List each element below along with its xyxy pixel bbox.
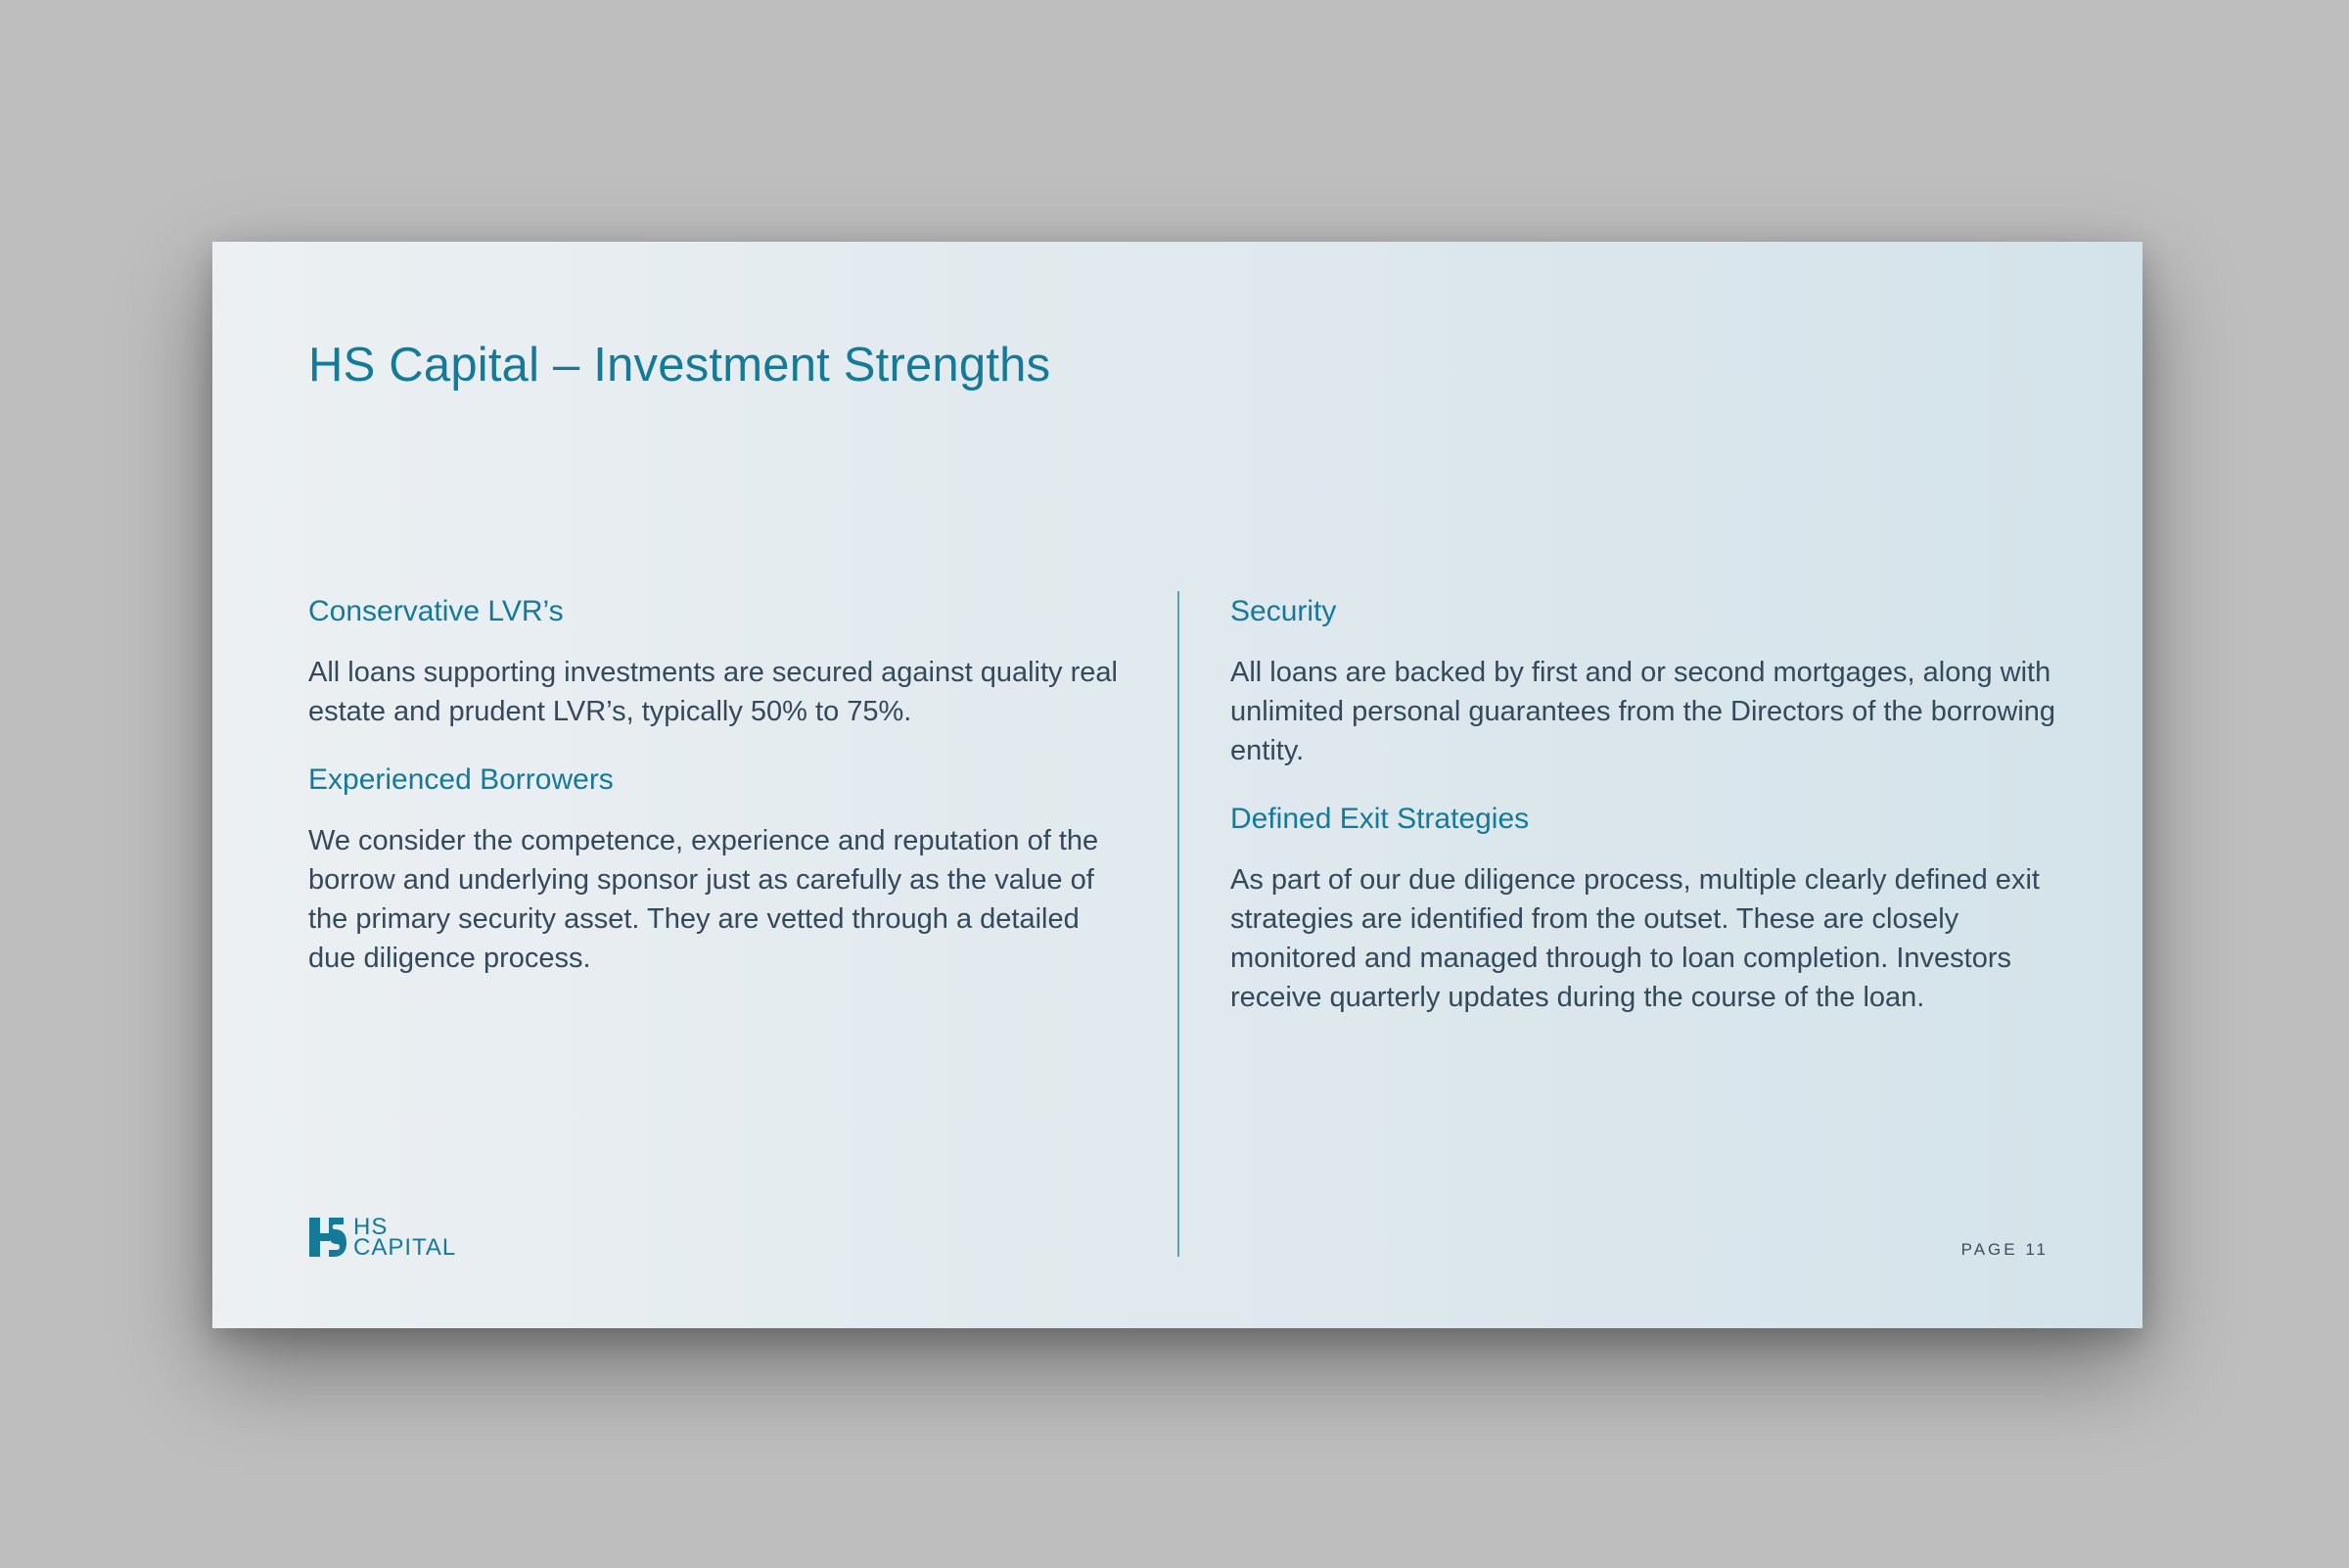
section-heading-conservative-lvrs: Conservative LVR’s [308, 595, 564, 627]
section-heading-defined-exit-strategies: Defined Exit Strategies [1230, 803, 1530, 835]
section-body-conservative-lvrs: All loans supporting investments are secured against quality real estate and prudent LVR’s, typically 50% to 75%. [308, 657, 1118, 727]
left-column [308, 592, 1130, 1007]
section-heading-security: Security [1230, 595, 1337, 627]
logo-line-hs: HS [353, 1214, 389, 1240]
slide-title: HS Capital – Investment Strengths [308, 339, 1051, 392]
page-number: PAGE 11 [1960, 1240, 2049, 1259]
logo-line-capital: CAPITAL [353, 1234, 457, 1261]
hs-capital-logo [308, 1216, 456, 1259]
section-body-security: All loans are backed by first and or second mortgages, along with unlimited personal guarantees from the Directors of the borrowing entity. [1230, 657, 2056, 766]
section-body-experienced-borrowers: We consider the competence, experience and reputation of the borrow and underlying sponsor just as carefully as the value of the primary security asset. They are vetted through a detailed due diligence process. [308, 825, 1099, 974]
column-divider [1177, 591, 1179, 1257]
hs-monogram-icon [308, 1217, 347, 1258]
section-heading-experienced-borrowers: Experienced Borrowers [308, 763, 614, 796]
logo-wordmark [353, 1214, 457, 1261]
slide [212, 242, 2142, 1328]
right-column [1230, 592, 2062, 1046]
section-body-defined-exit-strategies: As part of our due diligence process, multiple clearly defined exit strategies are identified from the outset. These are closely monitored and managed through to loan completion. Investors receive quarterly updates during the course of the loan. [1230, 864, 2040, 1013]
